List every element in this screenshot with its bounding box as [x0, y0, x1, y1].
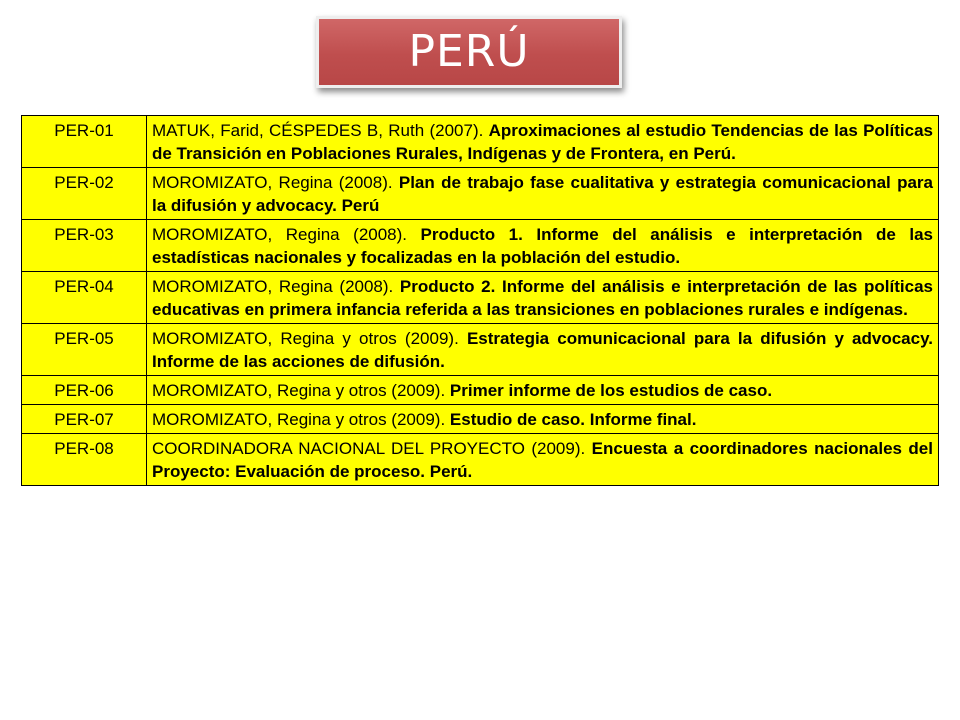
reference-code: PER-03 [22, 220, 147, 272]
reference-text [147, 405, 939, 434]
reference-code: PER-02 [22, 168, 147, 220]
reference-citation: MATUK, Farid, CÉSPEDES B, Ruth (2007). [152, 121, 489, 140]
reference-text [147, 434, 939, 486]
table-row [22, 405, 939, 434]
reference-title: Plan de trabajo fase cualitativa y estrategia comunicacional para la difusión y advocacy. Perú [152, 173, 933, 215]
reference-title: Primer informe de los estudios de caso. [449, 381, 773, 400]
table-row [22, 168, 939, 220]
reference-citation: MOROMIZATO, Regina (2008). [152, 225, 421, 244]
reference-citation: MOROMIZATO, Regina y otros (2009). [152, 381, 450, 400]
reference-text [147, 272, 939, 324]
reference-code: PER-05 [22, 324, 147, 376]
reference-citation: COORDINADORA NACIONAL DEL PROYECTO (2009). [152, 439, 592, 458]
table-row [22, 324, 939, 376]
reference-code: PER-07 [22, 405, 147, 434]
table-row [22, 116, 939, 168]
reference-title: Estudio de caso. Informe final. [449, 410, 697, 429]
page-title: PERÚ [408, 26, 530, 77]
reference-citation: MOROMIZATO, Regina y otros (2009). [152, 329, 467, 348]
reference-citation: MOROMIZATO, Regina (2008). [152, 277, 400, 296]
table-row [22, 434, 939, 486]
table-row [22, 272, 939, 324]
reference-text [147, 376, 939, 405]
references-table [21, 115, 939, 486]
reference-citation: MOROMIZATO, Regina y otros (2009). [152, 410, 450, 429]
reference-title: Estrategia comunicacional para la difusión y advocacy. Informe de las acciones de difusión. [152, 329, 933, 371]
reference-title: Encuesta a coordinadores nacionales del Proyecto: Evaluación de proceso. Perú. [152, 439, 933, 481]
title-banner [316, 16, 622, 88]
reference-title: Producto 1. Informe del análisis e interpretación de las estadísticas nacionales y focalizadas en la población del estudio. [152, 225, 934, 267]
reference-text [147, 220, 939, 272]
reference-code: PER-06 [22, 376, 147, 405]
reference-title: Producto 2. Informe del análisis e interpretación de las políticas educativas en primera infancia referida a las transiciones en poblaciones rurales e indígenas. [152, 277, 933, 319]
table-row [22, 220, 939, 272]
reference-text [147, 168, 939, 220]
reference-text [147, 116, 939, 168]
reference-code: PER-01 [22, 116, 147, 168]
reference-code: PER-08 [22, 434, 147, 486]
reference-text [147, 324, 939, 376]
reference-code: PER-04 [22, 272, 147, 324]
reference-citation: MOROMIZATO, Regina (2008). [152, 173, 399, 192]
table-row [22, 376, 939, 405]
reference-title: Aproximaciones al estudio Tendencias de las Políticas de Transición en Poblaciones Rurales, Indígenas y de Frontera, en Perú. [152, 121, 933, 163]
